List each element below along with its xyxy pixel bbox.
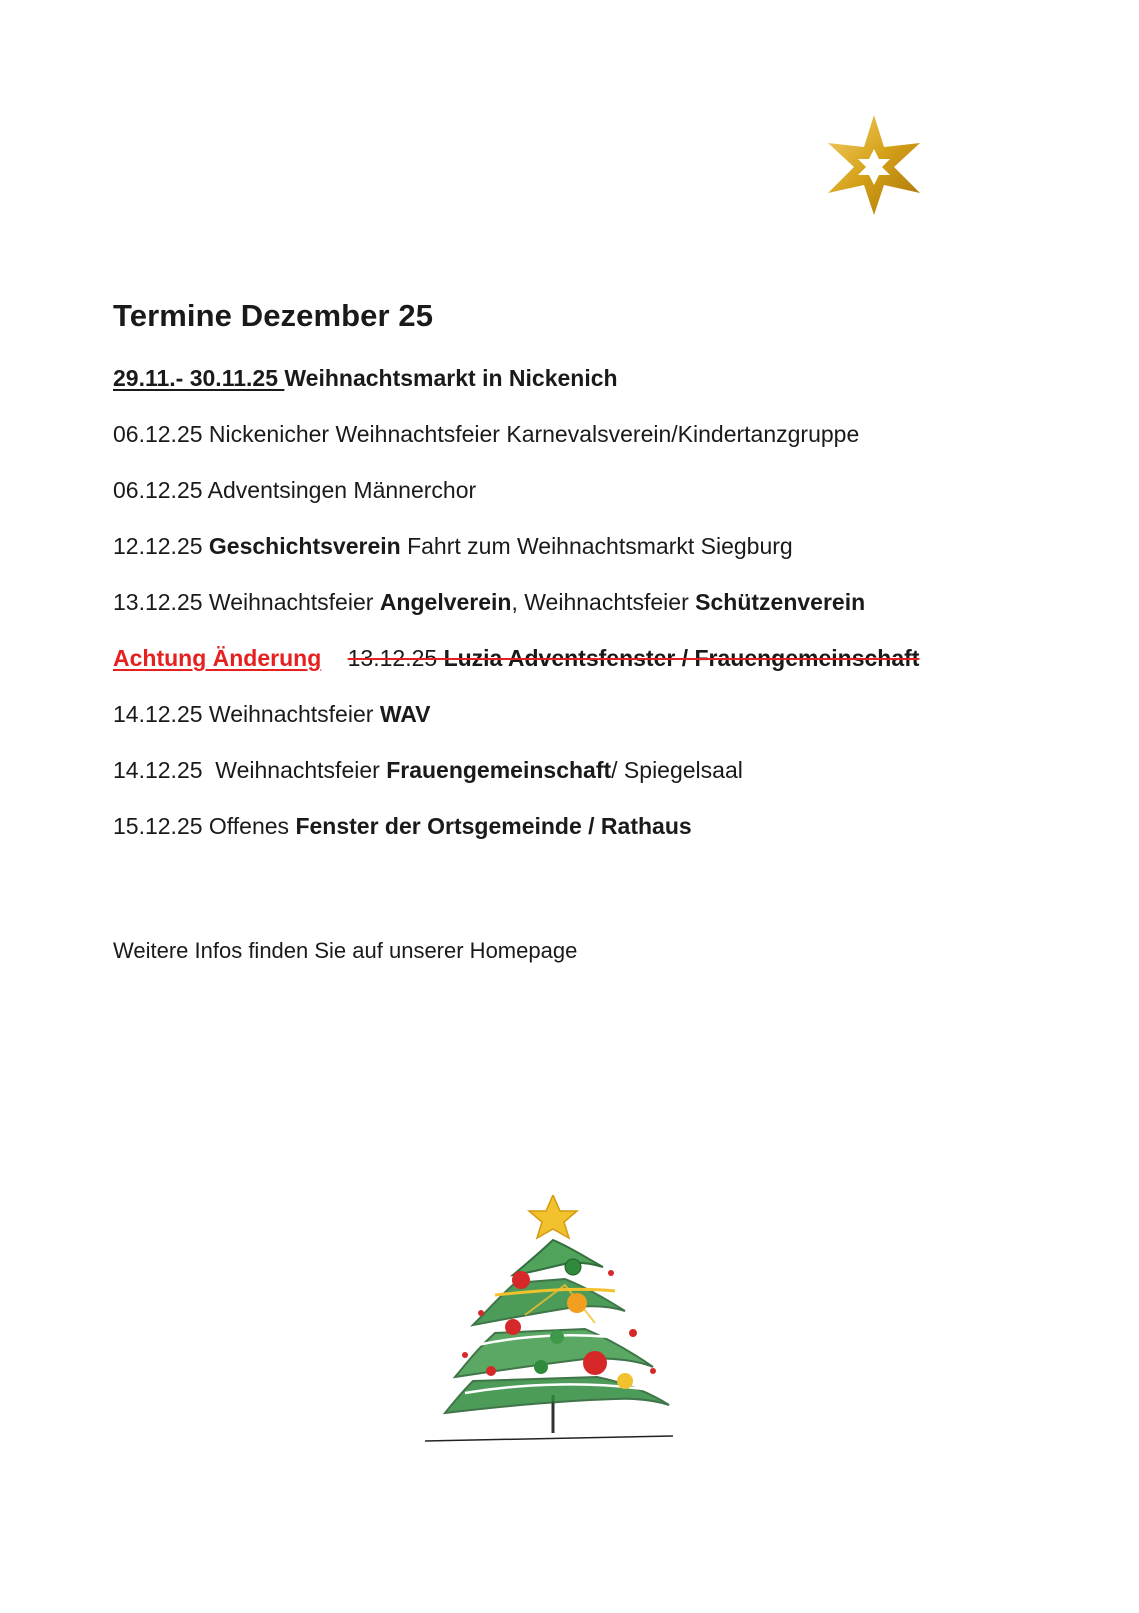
event-location: / Spiegelsaal [611, 757, 743, 783]
event-row-5 [113, 587, 865, 617]
footer-note: Weitere Infos finden Sie auf unserer Homepage [113, 938, 578, 963]
event-row-change [113, 643, 919, 673]
event-row-3 [113, 475, 476, 505]
event-text: Luzia Adventsfenster / Frauengemeinschaft [443, 645, 920, 671]
event-text: Weihnachtsmarkt in Nickenich [284, 365, 618, 391]
event-date: 14.12.25 [113, 701, 203, 727]
event-text: Offenes [202, 813, 296, 839]
event-organizer: Geschichtsverein [208, 533, 401, 559]
event-date: 12.12.25 [113, 533, 203, 559]
event-text: Fahrt zum Weihnachtsmarkt Siegburg [400, 533, 793, 559]
event-date: 06.12.25 [113, 421, 203, 447]
event-text: , Weihnachtsfeier [511, 589, 696, 615]
cancelled-event [348, 645, 920, 671]
event-date: 13.12.25 [347, 645, 444, 671]
event-row-8 [113, 755, 743, 785]
event-date: 14.12.25 [113, 757, 203, 783]
event-row-1 [113, 363, 618, 393]
event-text: Nickenicher Weihnachtsfeier Karnevalsverein/Kindertanzgruppe [202, 421, 860, 447]
event-organizer: Fenster der Ortsgemeinde / Rathaus [295, 813, 692, 839]
change-alert-label: Achtung Änderung [113, 645, 322, 671]
christmas-tree-icon [425, 1195, 695, 1490]
event-row-4 [113, 531, 793, 561]
event-row-2 [113, 419, 859, 449]
star-icon [824, 113, 924, 217]
event-organizer: Angelverein [379, 589, 512, 615]
event-organizer: Frauengemeinschaft [386, 757, 612, 783]
event-date: 13.12.25 [113, 589, 203, 615]
event-date: 06.12.25 [113, 477, 203, 503]
event-row-7 [113, 699, 431, 729]
event-text: Adventsingen Männerchor [202, 477, 477, 503]
event-date: 29.11.- 30.11.25 [113, 365, 285, 391]
event-organizer: Schützenverein [695, 589, 866, 615]
event-date: 15.12.25 [113, 813, 203, 839]
page-title: Termine Dezember 25 [113, 298, 434, 333]
event-organizer: WAV [379, 701, 431, 727]
event-text: Weihnachtsfeier [202, 701, 380, 727]
event-text: Weihnachtsfeier [202, 757, 387, 783]
event-row-9 [113, 811, 692, 841]
event-text: Weihnachtsfeier [202, 589, 380, 615]
